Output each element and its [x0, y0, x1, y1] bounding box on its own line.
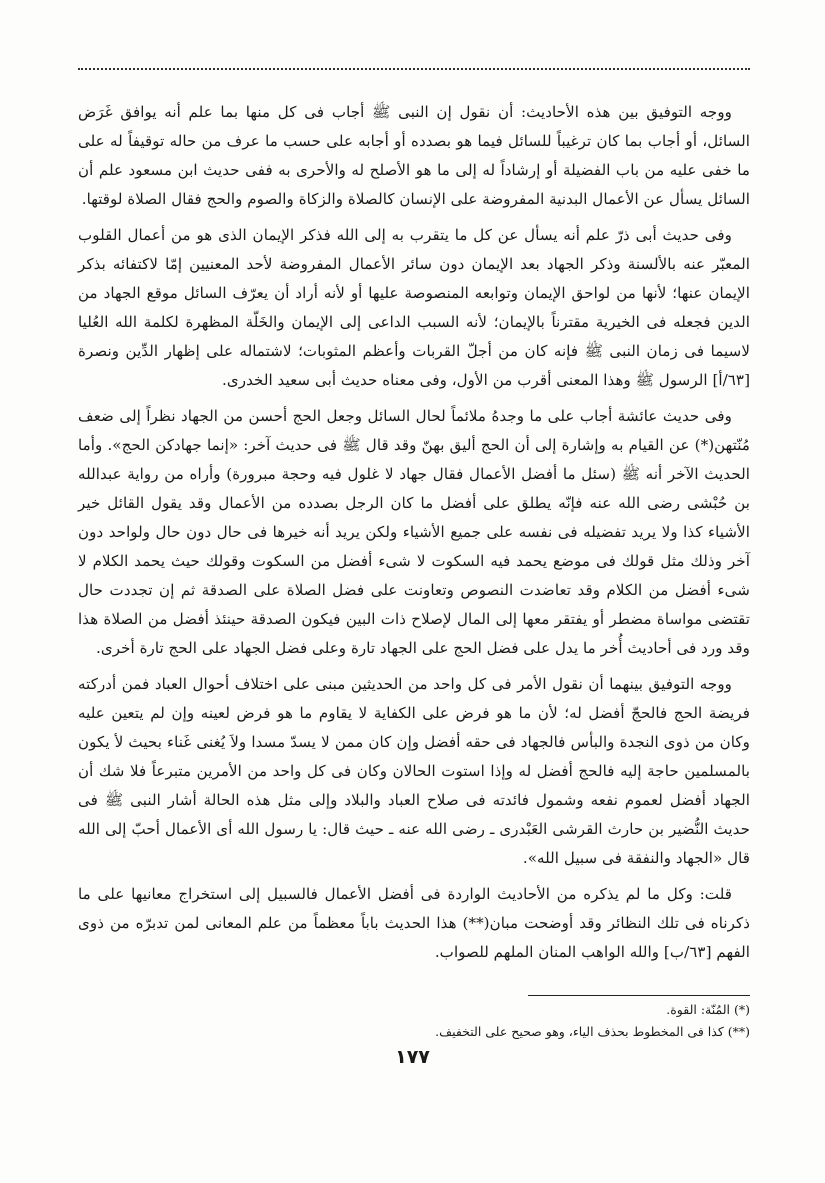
- body-text: [78, 98, 750, 967]
- page-number: ١٧٧: [395, 1046, 430, 1068]
- top-dotted-rule: [78, 68, 750, 70]
- paragraph: وفى حديث عائشة أجاب على ما وجدهُ ملائماً لحال السائل وجعل الحج أحسن من الجهاد نظراً إلى ضعف مُنّتهن(*) عن القيام به وإشارة إلى أن الحج أليق بهنّ وقد قال ﷺ فى حديث آخر: «إنما جهادكن الحج». وأما الحديث الآخر أنه ﷺ (سئل ما أفضل الأعمال فقال جهاد لا غلول فيه وحجة مبرورة) وأراه من رواية عبدالله بن حُبْشى رضى الله عنه فإنّه يطلق على أفضل ما كان الرجل بصدده من الأعمال وقد يقول القائل خير الأشياء كذا ولا يريد تفضيله فى نفسه على جميع الأشياء ولكن يريد أنه خيرها فى حال دون حال ولواحد دون آخر وذلك مثل قولك فى موضع يحمد فيه السكوت لا شىء أفضل من السكوت وقولك حيث يحمد الكلام لا شىء أفضل من الكلام وقد تعاضدت النصوص وتعاونت على فضل الصلاة على الصدقة ثم إن تجددت حال تقتضى مواساة مضطر أو يفتقر معها إلى المال لإصلاح ذات البين فيكون الصدقة حينئذ أفضل من الصلاة هذا وقد ورد فى أحاديث أُخر ما يدل على فضل الحج على الجهاد تارة وعلى فضل الجهاد على الحج تارة أخرى.: [78, 407, 750, 657]
- paragraph: وفى حديث أبى ذرّ علم أنه يسأل عن كل ما يتقرب به إلى الله فذكر الإيمان الذى هو من أعمال القلوب المعبّر عنه بالألسنة وذكر الجهاد بعد الإيمان دون سائر الأعمال المفروضة لأحد المعنيين إمّا لاكتفائه بذكر الإيمان عنها؛ لأنها من لواحق الإيمان وتوابعه المنصوصة عليها أو لأنه أراد أن يعرّف السائل موقع الجهاد من الدين فجعله فى الخيرية مقترناً بالإيمان؛ لأنه السبب الداعى إلى الإيمان والخَلّة المظهرة لكلمة الله العُليا لاسيما فى زمان النبى ﷺ فإنه كان من أجلّ القربات وأعظم المثوبات؛ لاشتماله على إظهار الدِّين ونصرة [٦٣/أ] الرسول ﷺ وهذا المعنى أقرب من الأول، وفى معناه حديث أبى سعيد الخدرى.: [78, 226, 750, 389]
- paragraph: ووجه التوفيق بينهما أن نقول الأمر فى كل واحد من الحديثين مبنى على اختلاف أحوال العباد فمن أدركته فريضة الحج فالحجّ أفضل له؛ لأن ما هو فرض على الكفاية لا يقاوم ما هو فرض لعينه وإن لم يتعين عليه وكان من ذوى النجدة والبأس فالجهاد فى حقه أفضل وإن كان ممن لا يسدّ مسدا ولاَ يُغنى غَناء بحيث لأ يكون بالمسلمين حاجة إليه فالحج أفضل له وإذا استوت الحالان وكان فى كل واحد من الأمرين متبرعاً فلا شك أن الجهاد أفضل لعموم نفعه وشمول فائدته فى صلاح العباد والبلاد وإلى مثل هذه الحالة أشار النبى ﷺ فى حديث النُّضير بن حارث القرشى العَبْدرى ـ رضى الله عنه ـ حيث قال: يا رسول الله أى الأعمال أحبّ إلى الله قال «الجهاد والنفقة فى سبيل الله».: [78, 675, 750, 867]
- footnote-separator: [528, 995, 750, 996]
- footnote: (**) كذا فى المخطوط بحذف الياء، وهو صحيح على التخفيف.: [435, 1024, 750, 1039]
- paragraph: ووجه التوفيق بين هذه الأحاديث: أن نقول إن النبى ﷺ أجاب فى كل منها بما علم أنه يوافق غَرَض السائل، أو أجاب بما كان ترغيباً للسائل فيما هو بصدده أو أجابه على حسب ما عرف من حاله توقيفاً له على ما خفى عليه من باب الفضيلة أو إرشاداً له إلى ما هو الأصلح له والأحرى به ففى حديث ابن مسعود علم أن السائل يسأل عن الأعمال البدنية المفروضة على الإنسان كالصلاة والزكاة والصوم والحج فقال الصلاة لوقتها.: [78, 103, 750, 208]
- footnote: (*) المُنّة: القوة.: [666, 1002, 750, 1017]
- paragraph: قلت: وكل ما لم يذكره من الأحاديث الواردة فى أفضل الأعمال فالسبيل إلى استخراج معانيها على ما ذكرناه فى تلك النظائر وقد أوضحت مبان(**) هذا الحديث باباً معظماً من علم المعانى لمن تدبرّه من ذوى الفهم [٦٣/ب] والله الواهب المنان الملهم للصواب.: [78, 885, 750, 961]
- footnotes: [70, 999, 750, 1043]
